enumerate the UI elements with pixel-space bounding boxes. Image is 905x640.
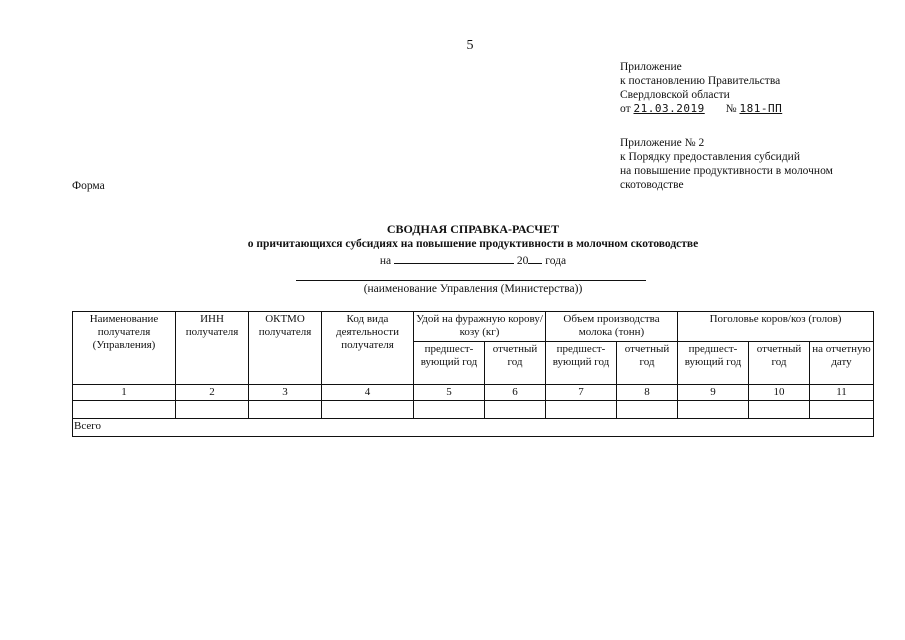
page-number: 5 [466,38,474,53]
subheader-live-date: на отчетную дату [810,342,874,385]
column-number: 5 [414,385,485,401]
org-name-line [296,280,646,281]
column-number: 7 [546,385,617,401]
total-label: Всего [73,419,874,437]
resolution-date: 21.03.2019 [633,102,705,115]
subheader-prod-curr: отчетный год [617,342,678,385]
form-label: Форма [72,180,105,192]
resolution-number: 181-ПП [739,102,783,115]
table-cell [322,401,414,419]
date-line-suffix: года [545,255,567,267]
calculation-table [72,311,874,437]
appendix-2-header [620,136,870,192]
group-header-livestock: Поголовье коров/коз (голов) [678,312,874,342]
column-number: 2 [176,385,249,401]
date-line [0,253,905,267]
date-blank [394,253,514,264]
header-row [73,312,874,342]
table-cell [617,401,678,419]
date-prefix: от [620,103,631,115]
appendix-title: Приложение [620,61,682,73]
appendix-2-purpose-cont: скотоводстве [620,179,684,191]
table-cell [810,401,874,419]
column-number: 1 [73,385,176,401]
table-cell [73,401,176,419]
col-header-oktmo: ОКТМО получателя [249,312,322,385]
group-header-yield: Удой на фуражную корову/козу (кг) [414,312,546,342]
appendix-2-purpose: на повышение продуктивности в молочном [620,165,833,177]
column-number: 11 [810,385,874,401]
column-number: 10 [749,385,810,401]
table-cell [749,401,810,419]
table-cell [678,401,749,419]
col-header-activity-code: Код вида деятельности получателя [322,312,414,385]
group-header-production: Объем производства молока (тонн) [546,312,678,342]
empty-data-row [73,401,874,419]
date-line-prefix: на [379,255,392,267]
appendix-date-line [620,102,782,116]
number-prefix: № [725,103,737,115]
col-header-recipient: Наименование получателя (Управления) [73,312,176,385]
table-cell [414,401,485,419]
column-number: 6 [485,385,546,401]
appendix-2-title: Приложение № 2 [620,137,705,149]
year-blank [528,253,542,264]
table-cell [546,401,617,419]
appendix-resolution: к постановлению Правительства [620,75,781,87]
column-number-row [73,385,874,401]
column-number: 8 [617,385,678,401]
org-name-caption: (наименование Управления (Министерства)) [363,283,583,295]
column-number: 3 [249,385,322,401]
subheader-yield-curr: отчетный год [485,342,546,385]
total-row [73,419,874,437]
col-header-inn: ИНН получателя [176,312,249,385]
table-cell [485,401,546,419]
subheader-live-curr: отчетный год [749,342,810,385]
appendix-region: Свердловской области [620,89,730,101]
subheader-live-prev: предшест-вующий год [678,342,749,385]
appendix-header [620,60,782,116]
table-cell [176,401,249,419]
column-number: 9 [678,385,749,401]
subheader-prod-prev: предшест-вующий год [546,342,617,385]
subheader-yield-prev: предшест-вующий год [414,342,485,385]
document-subtitle: о причитающихся субсидиях на повышение продуктивности в молочном скотоводстве [247,238,699,250]
appendix-2-order: к Порядку предоставления субсидий [620,151,800,163]
table-cell [249,401,322,419]
document-title: СВОДНАЯ СПРАВКА-РАСЧЕТ [386,222,560,236]
column-number: 4 [322,385,414,401]
date-line-century: 20 [516,255,529,267]
